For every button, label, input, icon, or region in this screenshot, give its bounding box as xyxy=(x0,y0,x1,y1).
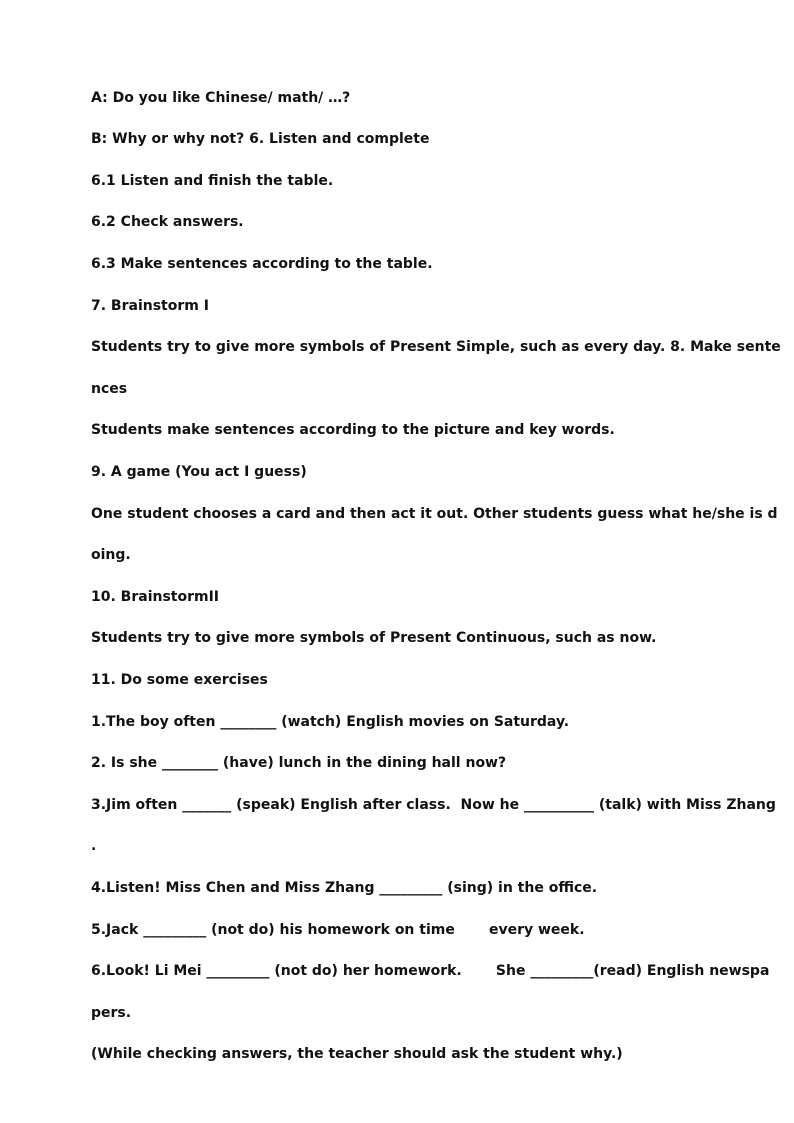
section-10-heading: 10. BrainstormII xyxy=(91,589,220,605)
step-6-1: 6.1 Listen and finish the table. xyxy=(91,173,334,189)
exercise-6-wrap: pers. xyxy=(91,1005,132,1021)
section-10-text: Students try to give more symbols of Present Continuous, such as now. xyxy=(91,630,657,646)
section-11-heading: 11. Do some exercises xyxy=(91,672,268,688)
step-6-2: 6.2 Check answers. xyxy=(91,214,244,230)
dialogue-line-b: B: Why or why not? 6. Listen and complete xyxy=(91,131,430,147)
exercise-6: 6.Look! Li Mei _________ (not do) her homework. She _________(read) English newspa xyxy=(91,963,770,979)
section-8-text: Students make sentences according to the picture and key words. xyxy=(91,422,615,438)
dialogue-line-a: A: Do you like Chinese/ math/ …? xyxy=(91,90,351,106)
teacher-note: (While checking answers, the teacher should ask the student why.) xyxy=(91,1046,623,1062)
exercise-2: 2. Is she ________ (have) lunch in the dining hall now? xyxy=(91,755,507,771)
section-7-text: Students try to give more symbols of Present Simple, such as every day. 8. Make sente xyxy=(91,339,781,355)
exercise-4: 4.Listen! Miss Chen and Miss Zhang _________ (sing) in the office. xyxy=(91,880,598,896)
section-9-text-wrap: oing. xyxy=(91,547,131,563)
section-8-heading-wrap: nces xyxy=(91,381,128,397)
exercise-3-wrap: . xyxy=(91,838,97,854)
exercise-3: 3.Jim often _______ (speak) English after class. Now he __________ (talk) with Miss Zhang xyxy=(91,797,776,813)
section-9-text: One student chooses a card and then act it out. Other students guess what he/she is d xyxy=(91,506,778,522)
section-7-heading: 7. Brainstorm I xyxy=(91,298,209,314)
exercise-5: 5.Jack _________ (not do) his homework on time every week. xyxy=(91,922,585,938)
section-9-heading: 9. A game (You act I guess) xyxy=(91,464,307,480)
exercise-1: 1.The boy often ________ (watch) English movies on Saturday. xyxy=(91,714,570,730)
step-6-3: 6.3 Make sentences according to the table. xyxy=(91,256,433,272)
